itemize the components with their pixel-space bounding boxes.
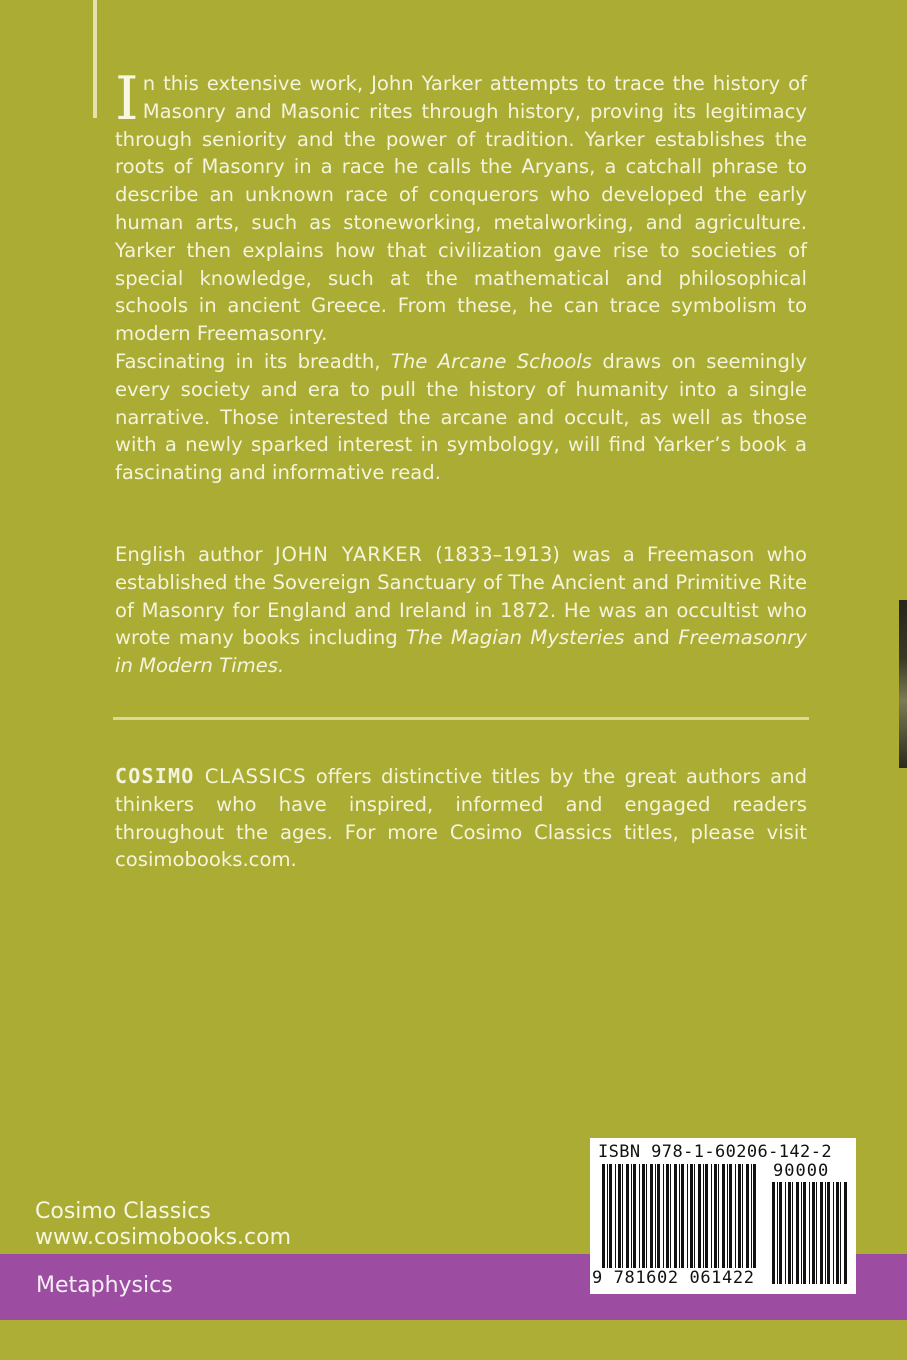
price-code: 90000: [773, 1161, 830, 1181]
description-paragraph-1: [115, 64, 807, 348]
description-rest-2: draws on seemingly every society and era to pull the history of humanity into a single narrative. Those interested the arcane and occult, as well as those with a newly sparked interest in symbology, will find Yarker’s book a fascinating and informative read.: [115, 350, 807, 485]
brand-classics: CLASSICS: [194, 765, 307, 788]
publisher-blurb-text: offers distinctive titles by the great authors and thinkers who have inspired, informed and engaged readers throughout the ages. For more Cosimo Classics titles, please visit cosimobooks.com.: [115, 765, 808, 872]
imprint: [35, 1199, 291, 1251]
author-bio: [115, 541, 807, 680]
imprint-name: Cosimo Classics: [35, 1199, 211, 1224]
book-title-arcane-schools: The Arcane Schools: [390, 350, 593, 373]
description-lead-2: Fascinating in its breadth,: [115, 350, 391, 373]
isbn-label: ISBN 978-1-60206-142-2: [598, 1142, 832, 1162]
author-bio-conj: and: [624, 626, 679, 650]
cover-bottom-edge: [0, 1320, 907, 1360]
author-bio-lead: English author: [115, 543, 275, 566]
drop-cap: I: [115, 64, 139, 134]
description-paragraph-2: [115, 348, 807, 487]
publisher-blurb: [115, 763, 807, 874]
front-cover-edge: [899, 600, 907, 768]
accent-line: [93, 0, 97, 118]
book-title-freemasonry-modern-times: Freemasonry in Modern Times.: [115, 626, 807, 678]
category-label: Metaphysics: [36, 1273, 173, 1298]
barcode: [590, 1138, 856, 1294]
book-title-magian-mysteries: The Magian Mysteries: [406, 626, 625, 650]
description-text-1: n this extensive work, John Yarker attempts to trace the history of Masonry and Masonic rites through history, proving its legitimacy through seniority and the power of tradition. Yarker establishes the roots of Masonry in a race he calls the Aryans, a catchall phrase to describe an unknown race of conquerors who developed the early human arts, such as stoneworking, metalworking, and agriculture. Yarker then explains how that civilization gave rise to societies of special knowledge, such at the mathematical and philosophical schools in ancient Greece. From these, he can trace symbolism to modern Freemasonry.: [115, 72, 807, 346]
author-bio-middle: (1833–1913) was a Freemason who established the Sovereign Sanctuary of The Ancient and Primitive Rite of Masonry for England and Ireland in 1872. He was an occultist who wrote many books including: [115, 543, 808, 650]
author-name: JOHN YARKER: [274, 543, 423, 566]
ean-number: 9 781602 061422: [592, 1268, 755, 1288]
brand-cosimo: COSIMO: [115, 764, 195, 788]
imprint-website[interactable]: www.cosimobooks.com: [35, 1225, 292, 1250]
section-divider: [113, 717, 809, 720]
